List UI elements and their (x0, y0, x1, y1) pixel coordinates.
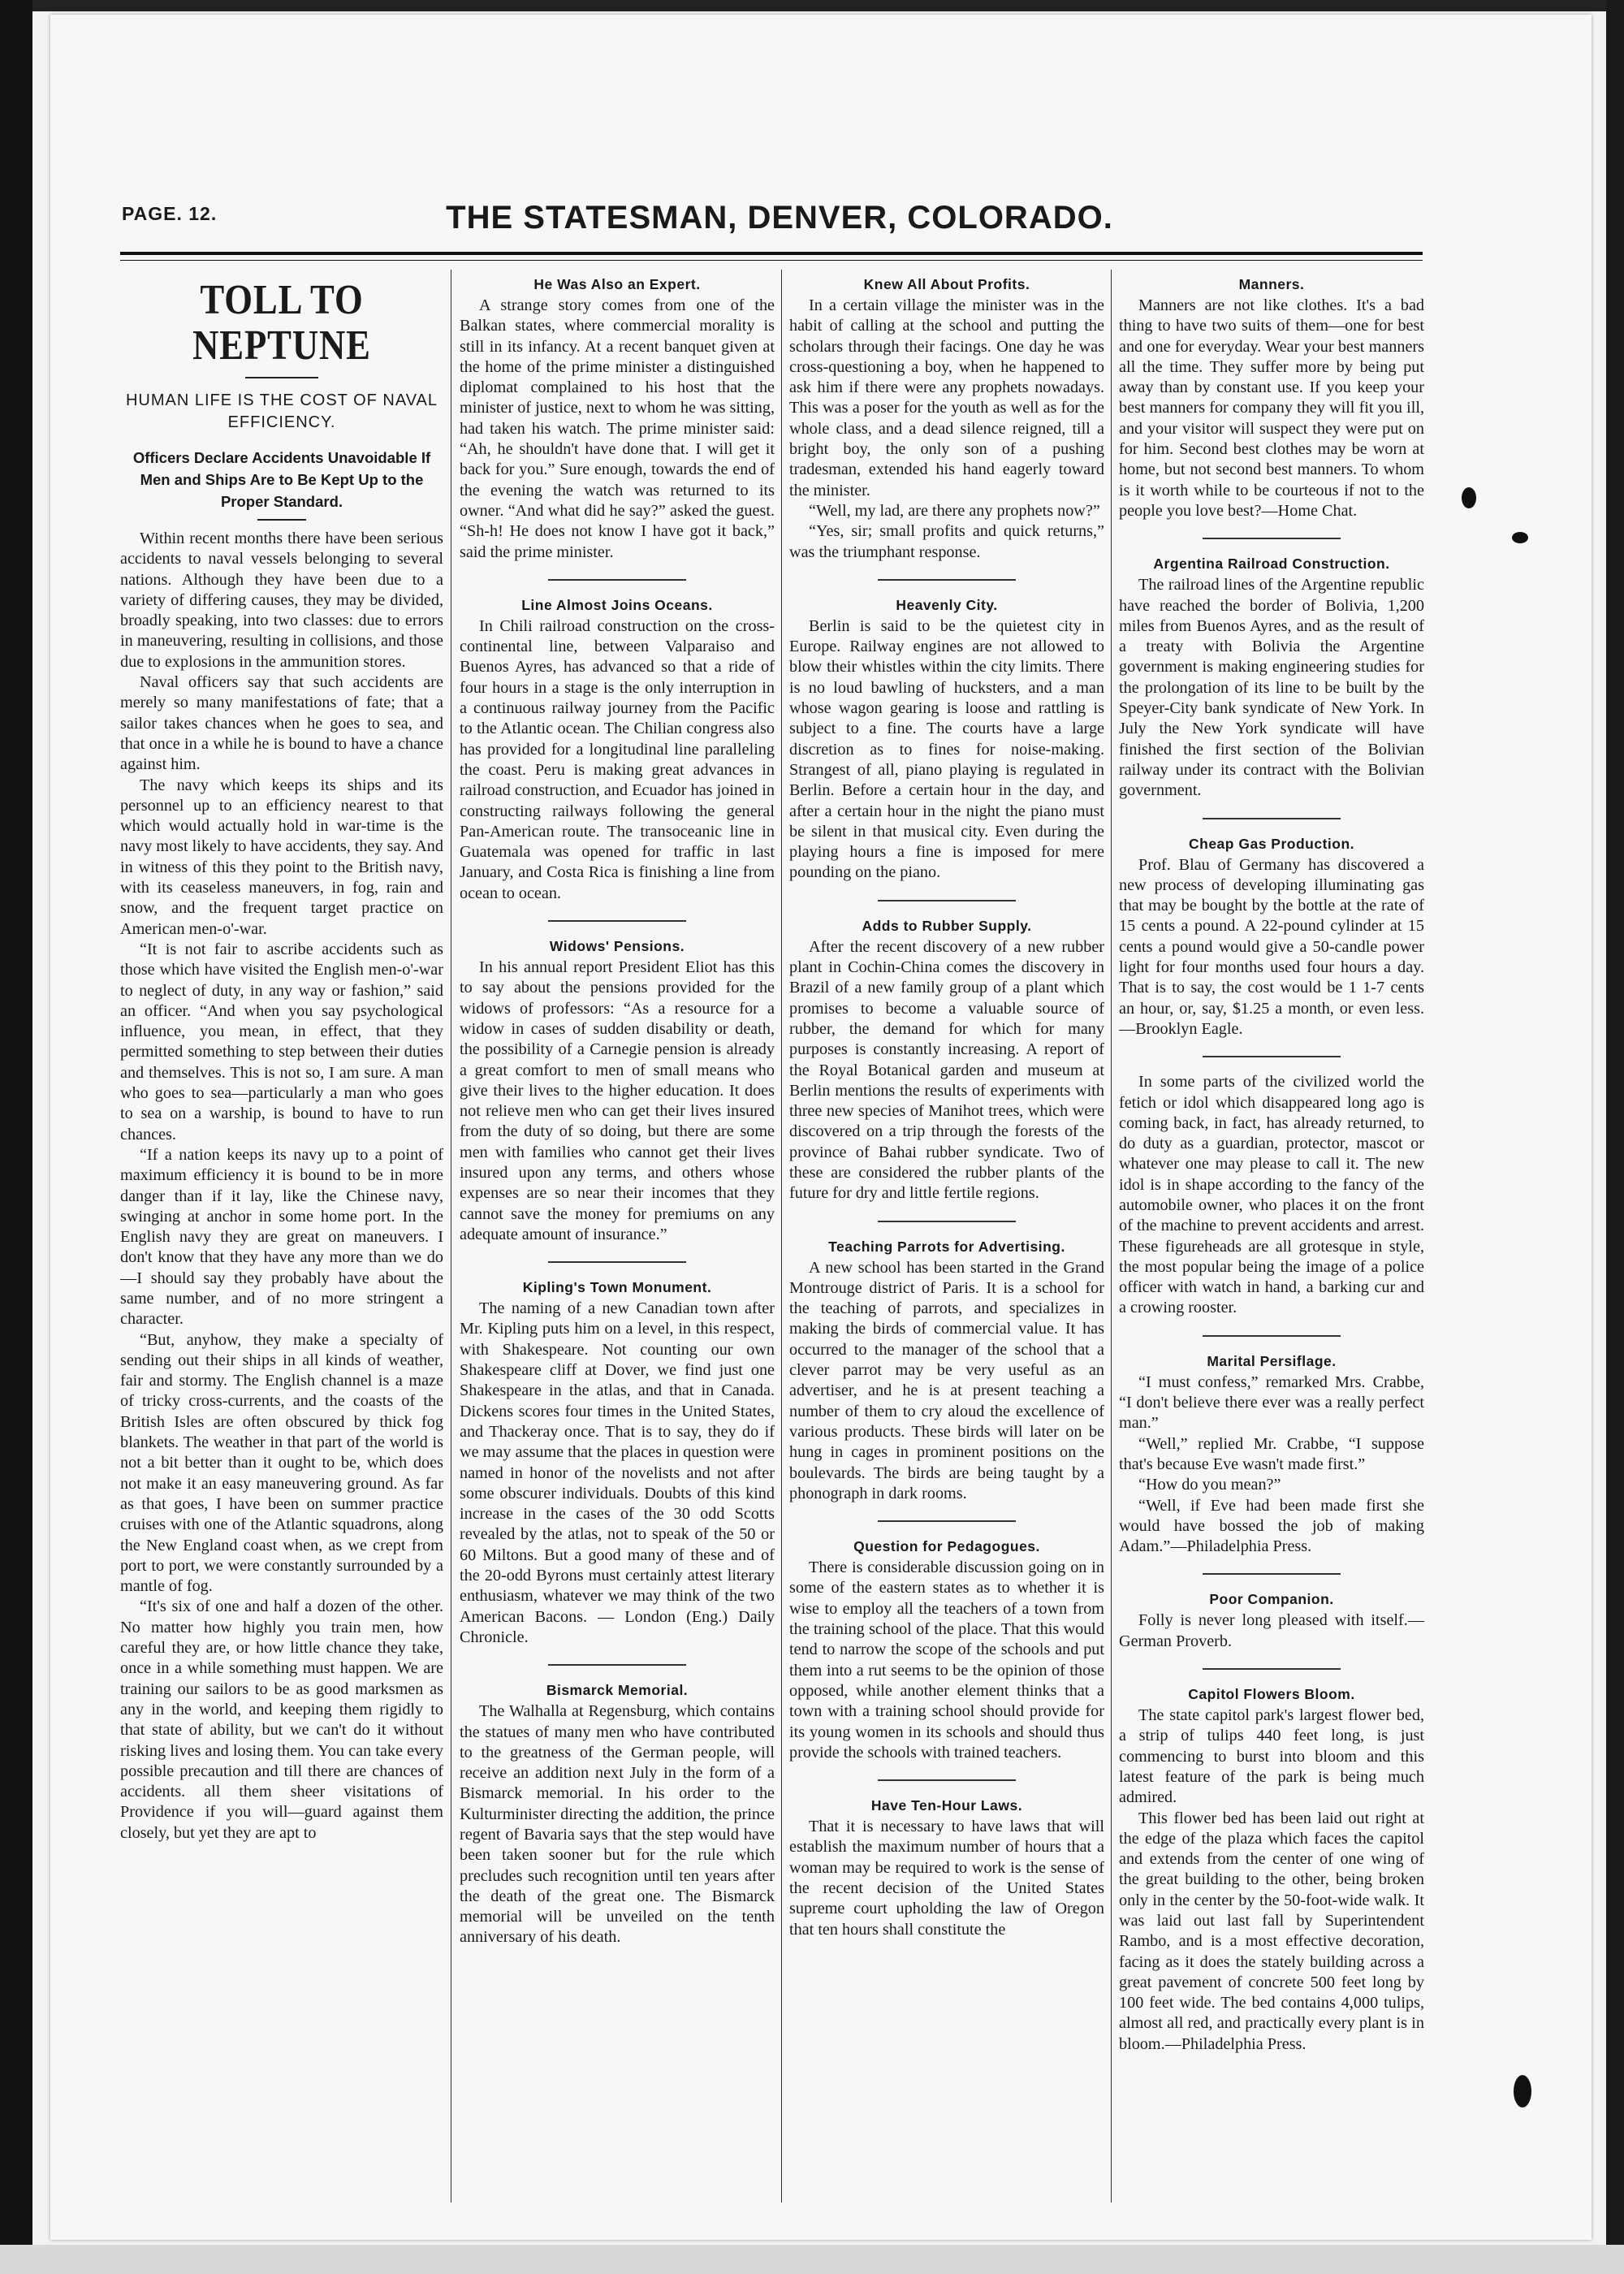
article-heading: Marital Persiflage. (1207, 1352, 1337, 1369)
article-separator (878, 579, 1016, 581)
article-separator (548, 579, 686, 581)
article-separator (878, 1779, 1016, 1781)
article-separator (1203, 1335, 1341, 1337)
headline-rule (245, 377, 318, 378)
column-divider (1111, 270, 1112, 2203)
article-heading: Have Ten-Hour Laws. (870, 1797, 1023, 1814)
scan-blemish (1462, 487, 1476, 508)
article-heading: Line Almost Joins Oceans. (521, 596, 713, 613)
article-paragraph: Folly is never long pleased with itself.—German Proverb. (1119, 1611, 1424, 1650)
article-heading: Question for Pedagogues. (853, 1538, 1040, 1555)
article-heading: Teaching Parrots for Advertising. (828, 1238, 1065, 1255)
article-paragraph: After the recent discovery of a new rubber plant in Cochin-China comes the discovery in Brazil of a new family group of a plant which promises to become a valuable source of rubber, the demand for which for many purposes is constantly increasing. A report of the Royal Botanical garden and museum at Berlin mentions the results of experiments with three new species of Manihot trees, which were discovered on a trip through the forests of the province of Bahai rubber syndicate. Two of these are considered the rubber plants of the future for dry and little fertile regions. (789, 937, 1104, 1203)
article-paragraph: “If a nation keeps its navy up to a point of maximum efficiency it is bound to be in more danger than if it lay, like the Chinese navy, swinging at anchor in some home port. In the English navy they are great on maneuvers. I don't know that they have any more than we do—I should say they probably have about the same number, and of no more stringent a character. (120, 1145, 443, 1329)
column-3 (789, 270, 1104, 2185)
article-paragraph: “Well, if Eve had been made first she would have bossed the job of making Adam.”—Philadelphia Press. (1119, 1496, 1424, 1556)
article-paragraph: In some parts of the civilized world the fetich or idol which disappeared long ago is coming back, in fact, has already returned, to do duty as a guardian, protector, mascot or whatever one may please to call it. The new idol is in shape according to the fancy of the automobile owner, who places it on the front of the machine to prevent accidents and arrest. These figureheads are all grotesque in style, the most popular being the image of a police officer with watch in hand, a barking cur and a crowing rooster. (1119, 1073, 1424, 1317)
article-paragraph: The railroad lines of the Argentine republic have reached the border of Bolivia, 1,200 miles from Buenos Ayres, and as the result of a treaty with Bolivia the Argentine government is making engineering studies for the prolongation of its line to be built by the Speyer-City bank syndicate of New York. In July the New York syndicate will have finished the first section of the Bolivian railway under its contract with the Bolivian government. (1119, 576, 1424, 800)
article-heading: Knew All About Profits. (863, 276, 1030, 292)
scan-border-top (0, 0, 1624, 11)
article-paragraph: The naming of a new Canadian town after Mr. Kipling puts him on a level, in this respect, with Shakespeare. Not counting our own Shakespeare cliff at Dover, we find just one Shakespeare in the atlas, and that in Canada. Dickens scores four times in the United States, and Thackeray once. That is to say, they do if we may assume that the places in question were named in honor of the novelists and not after some obscurer individuals. Doubts of this kind increase in the cases of the 30 odd Scotts revealed by the atlas, not to speak of the 50 or 60 Miltons. But a good many of these and of the 20-odd Byrons must certainly attest literary enthusiasm, whatever we may think of the two American Bacons. — London (Eng.) Daily Chronicle. (460, 1299, 775, 1646)
article-heading: Kipling's Town Monument. (522, 1279, 712, 1296)
article-separator (1203, 538, 1341, 539)
article-paragraph: “How do you mean?” (1138, 1476, 1281, 1494)
article-paragraph: In his annual report President Eliot has this to say about the pensions provided for the widows of professors: “As a resource for a widow in cases of sudden disability or death, the possibility of a Carnegie pension is already a great comfort to men of small means who give their lives to the higher education. It does not relieve men who can get their lives insured from the duty of so doing, but there are some men with families who cannot get their lives insured upon any terms, and others whose expenses are so near their incomes that they cannot save the money for premiums on any adequate amount of insurance.” (460, 958, 775, 1243)
article-separator (548, 1261, 686, 1263)
article-paragraph: “It is not fair to ascribe accidents such as those which have visited the English men-o'-war to neglect of duty, in any way or fashion,” said an officer. “And when you say psychological influence, you mean, in effect, that they permitted something to step between their duties and themselves. This is not so, I am sure. A man who goes to sea—particularly a man who goes to sea on a warship, is bound to have to run chances. (120, 940, 443, 1143)
article-heading: Adds to Rubber Supply. (862, 917, 1032, 934)
lead-deck: Officers Declare Accidents Unavoidable If Men and Ships Are to Be Kept Up to the Proper Standard. (132, 449, 431, 510)
article-paragraph: “I must confess,” remarked Mrs. Crabbe, “I don't believe there ever was a really perfect man.” (1119, 1373, 1424, 1433)
masthead: THE STATESMAN, DENVER, COLORADO. (446, 200, 1113, 236)
article-paragraph: “But, anyhow, they make a specialty of sending out their ships in all kinds of weather, fair and stormy. The English channel is a maze of tricky cross-currents, and the coasts of the British Isles are often obscured by thick fog blankets. The weather in that part of the world is not a bit better than it ought to be, which does not make it an easy maneuvering ground. As far as that goes, I have been on summer practice cruises with one of the Atlantic squadrons, along the New England coast when, as we crept from port to port, we were constantly surrounded by a mantle of fog. (120, 1330, 443, 1596)
article-paragraph: Naval officers say that such accidents are merely so many manifestations of fate; that a sailor takes chances when he goes to sea, and that once in a while he is bound to have a chance against him. (120, 673, 443, 774)
scan-blemish (1512, 532, 1528, 543)
column-2 (460, 270, 775, 2185)
article-separator (1203, 1056, 1341, 1057)
article-paragraph: In a certain village the minister was in the habit of calling at the school and putting the scholars through their facings. One day he was cross-questioning a boy, when he happened to ask him if there were any prophets nowadays. This was a poser for the youth as well as for the whole class, and a dead silence reigned, till a bright boy, the only son of a pushing tradesman, extended his hand eagerly toward the minister. (789, 296, 1104, 499)
article-paragraph: The navy which keeps its ships and its personnel up to an efficiency nearest to that which would actually hold in war-time is the navy most likely to have accidents, they say. And in witness of this they point to the British navy, with its ceaseless maneuvers, in fog, rain and snow, and the frequent target practice on American men-o'-war. (120, 776, 443, 938)
lead-article-body (120, 529, 443, 1844)
article-heading: Argentina Railroad Construction. (1153, 556, 1390, 573)
scan-border-left (0, 0, 32, 2274)
article-paragraph: There is considerable discussion going on in some of the eastern states as to whether it is wise to employ all the teachers of a town from the training school of the place. That this would tend to narrow the scope of the schools and put them into a rut seems to be the opinion of those opposed, while another element thinks that a town with a training school should provide for its young women in its schools and should thus provide the schools with trained teachers. (789, 1559, 1104, 1762)
page-number: PAGE. 12. (122, 203, 218, 224)
article-paragraph: The state capitol park's largest flower bed, a strip of tulips 440 feet long, is just commencing to burst into bloom and this latest feature of the park is being much admired. (1119, 1706, 1424, 1807)
column-4 (1119, 270, 1424, 2185)
masthead-rule (120, 252, 1423, 255)
article-separator (1203, 1573, 1341, 1575)
lead-headline: TOLL TO NEPTUNE (192, 277, 371, 369)
article-paragraph: Prof. Blau of Germany has discovered a new process of developing illuminating gas that may be bought by the bottle at the rate of 15 cents a pound. A 22-pound cylinder at 15 cents a pound would give a 50-candle power light for four months used four hours a day. That is to say, the cost would be 1 1-7 cents an hour, or, say, $1.25 a month, or even less.—Brooklyn Eagle. (1119, 855, 1424, 1038)
scan-border-right (1606, 0, 1624, 2274)
article-heading: Manners. (1238, 276, 1305, 292)
article-paragraph: The Walhalla at Regensburg, which contains the statues of many men who have contributed to the greatness of the German people, will receive an addition next July in the form of a Bismarck memorial. In his order to the Kulturminister directing the addition, the prince regent of Bavaria says that the step would have been taken sooner but for the rule which precludes such recognition until ten years after the death of the great one. The Bismarck memorial will be unveiled on the tenth anniversary of his death. (460, 1702, 775, 1947)
column-divider (781, 270, 782, 2203)
article-paragraph: Within recent months there have been serious accidents to naval vessels belonging to several nations. Although they have been due to a variety of differing causes, they may be divided, broadly speaking, into two classes: due to errors in maneuvering, resulting in collisions, and those due to explosions in the ammunition stores. (120, 530, 443, 671)
article-separator (1203, 818, 1341, 819)
article-paragraph: This flower bed has been laid out right at the edge of the plaza which faces the capitol and extends from the center of one wing of the great building to the other, being broken only in the center by the 50-foot-wide walk. It was laid out last fall by Superintendent Rambo, and is a most effective decoration, facing as it does the stately building across a great pavement of concrete 500 feet long by 100 feet wide. The bed contains 4,000 tulips, almost all red, and practically every plant is in bloom.—Philadelphia Press. (1119, 1809, 1424, 2053)
article-paragraph: A new school has been started in the Grand Montrouge district of Paris. It is a school for the teaching of parrots, and specializes in making the birds of commercial value. It has occurred to the manager of the school that a clever parrot may be very useful as an advertiser, and he is at present teaching a number of them to cry aloud the excellence of various products. These birds will later on be hung in cages in prominent positions on the boulevards. The birds are being taught by a phonograph in dark rooms. (789, 1258, 1104, 1502)
article-heading: Heavenly City. (896, 596, 998, 613)
article-separator (878, 900, 1016, 901)
article-paragraph: “Yes, sir; small profits and quick returns,” was the triumphant response. (789, 522, 1104, 561)
masthead-rule-thin (120, 260, 1423, 261)
scan-border-bottom (0, 2245, 1624, 2274)
article-heading: Bismarck Memorial. (546, 1682, 689, 1699)
article-separator (548, 920, 686, 922)
article-paragraph: That it is necessary to have laws that will establish the maximum number of hours that a woman may be required to work is the sense of the recent decision of the United States supreme court upholding the law of Oregon that ten hours shall constitute the (789, 1818, 1104, 1939)
article-separator (1203, 1668, 1341, 1670)
article-heading: Capitol Flowers Bloom. (1188, 1686, 1355, 1703)
article-heading: Widows' Pensions. (549, 938, 685, 955)
article-paragraph: “It's six of one and half a dozen of the other. No matter how highly you train men, how careful they are, or how little chance they take, once in a while something must happen. We are training our sailors to be as good marksmen as any in the world, and keeping them rigidly to that state of ability, but we can't do it without risking lives and losing them. You can take every possible precaution and till there are chances of accidents. all them sheer visitations of Providence if you will—guard against them closely, but yet they are apt to (120, 1597, 443, 1842)
article-paragraph: Manners are not like clothes. It's a bad thing to have two suits of them—one for best and one for everyday. Wear your best manners all the time. They suffer more by being put away than by constant use. If you keep your best manners for company they will fit you ill, and your visitor will suspect they were put on for him. Second best clothes may be worn at home, but not second best manners. To whom is it worth while to be courteous if not to the people you love best?—Home Chat. (1119, 296, 1424, 520)
scan-blemish (1514, 2075, 1531, 2108)
article-separator (878, 1520, 1016, 1522)
article-paragraph: “Well,” replied Mr. Crabbe, “I suppose that's because Eve wasn't made first.” (1119, 1434, 1424, 1473)
lead-subheadline: HUMAN LIFE IS THE COST OF NAVAL EFFICIENCY. (125, 391, 438, 431)
article-paragraph: “Well, my lad, are there any prophets now?” (809, 501, 1100, 520)
article-paragraph: A strange story comes from one of the Balkan states, where commercial morality is still in its infancy. At a recent banquet given at the home of the prime minister a distinguished diplomat complained to his host that the minister of justice, next to whom he was sitting, had taken his watch. The prime minister said: “Ah, he shouldn't have done that. I will get it back for you.” Sure enough, towards the end of the evening the watch was returned to its owner. “And what did he say?” asked the guest. “Sh-h! He does not know I have got it back,” said the prime minister. (460, 296, 775, 561)
article-paragraph: In Chili railroad construction on the cross-continental line, between Valparaiso and Buenos Ayres, has advanced so that a ride of four hours in a stage is the only interruption in a continuous railway journey from the Pacific to the Atlantic ocean. The Chilian congress also has provided for a longitudinal line paralleling the coast. Peru is making great advances in railroad construction, and Ecuador has joined in constructing railways following the general Pan-American route. The transoceanic line in Guatemala was opened for traffic in last January, and Costa Rica is finishing a line from ocean to ocean. (460, 616, 775, 902)
article-heading: He Was Also an Expert. (533, 276, 701, 292)
article-heading: Cheap Gas Production. (1189, 835, 1354, 852)
article-paragraph: Berlin is said to be the quietest city in Europe. Railway engines are not allowed to blow their whistles within the city limits. There is no loud bawling of hucksters, and a man whose wagon gearing is loose and rattling is subject to a fine. The courts have a large discretion as to fines for noise-making. Strangest of all, piano playing is regulated in Berlin. Before a certain hour in the day, and after a certain hour in the night the piano must be silent in that musical city. Even during the playing hours a fine is imposed for mere pounding on the piano. (789, 616, 1104, 882)
deck-rule (257, 519, 306, 521)
article-separator (878, 1221, 1016, 1222)
article-separator (548, 1664, 686, 1666)
column-1 (120, 270, 443, 2185)
article-heading: Poor Companion. (1209, 1591, 1334, 1608)
